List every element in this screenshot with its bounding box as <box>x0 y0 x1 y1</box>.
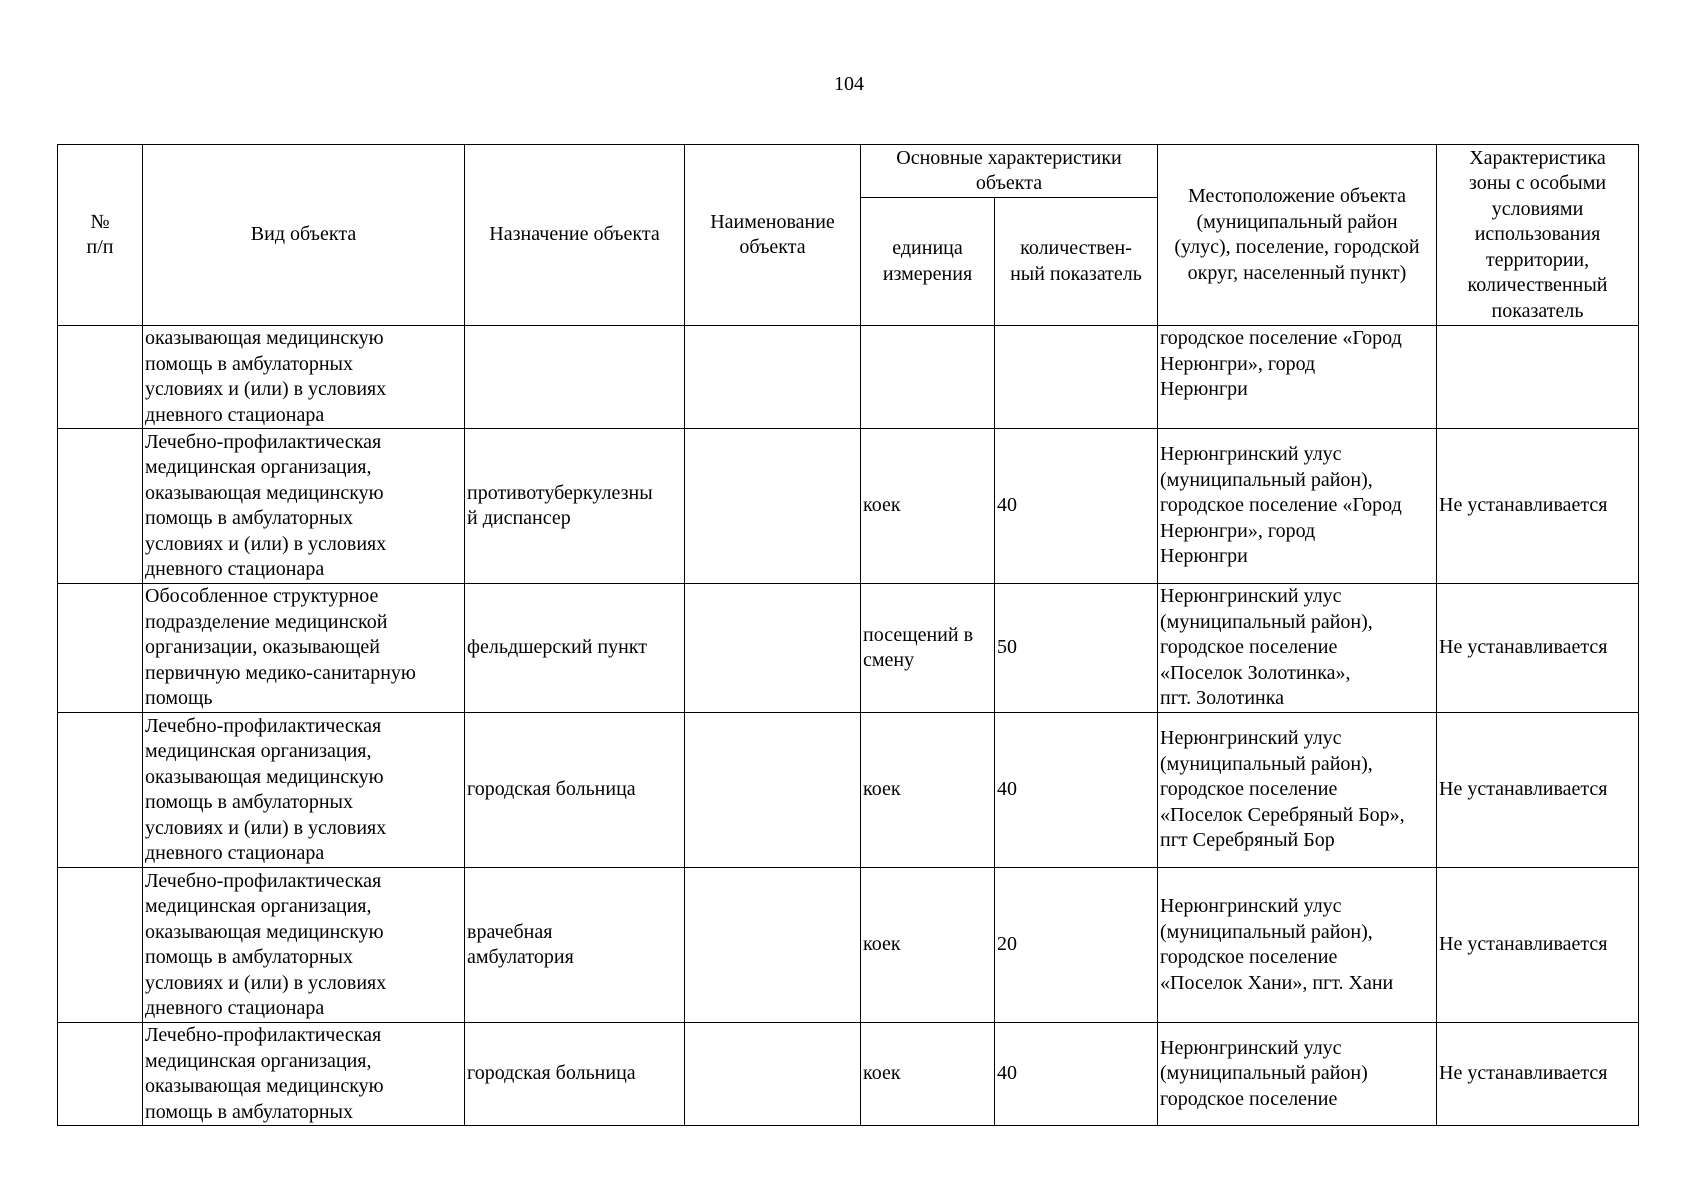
cell-purpose: фельдшерский пункт <box>465 584 685 713</box>
cell-quantity: 40 <box>995 1023 1158 1126</box>
cell-num <box>58 1023 143 1126</box>
cell-name <box>685 1023 861 1126</box>
cell-unit: коек <box>861 429 995 584</box>
cell-purpose: противотуберкулезны й диспансер <box>465 429 685 584</box>
cell-num <box>58 868 143 1023</box>
cell-location: городское поселение «Город Нерюнгри», город Нерюнгри <box>1158 326 1437 429</box>
cell-quantity: 20 <box>995 868 1158 1023</box>
table-row <box>58 429 1639 584</box>
cell-zone: Не устанавливается <box>1437 713 1639 868</box>
cell-purpose: городская больница <box>465 1023 685 1126</box>
table-row <box>58 713 1639 868</box>
cell-num <box>58 429 143 584</box>
header-unit: единица измерения <box>861 198 995 326</box>
cell-purpose <box>465 326 685 429</box>
table-row <box>58 868 1639 1023</box>
cell-name <box>685 429 861 584</box>
header-location: Местоположение объекта (муниципальный район (улус), поселение, городской округ, населенный пункт) <box>1158 145 1437 326</box>
header-characteristics: Основные характеристики объекта <box>861 145 1158 198</box>
cell-unit <box>861 326 995 429</box>
header-kind: Вид объекта <box>143 145 465 326</box>
table-row <box>58 326 1639 429</box>
cell-quantity <box>995 326 1158 429</box>
cell-quantity: 40 <box>995 713 1158 868</box>
table-row <box>58 584 1639 713</box>
cell-kind: Лечебно-профилактическая медицинская организация, оказывающая медицинскую помощь в амбулаторных условиях и (или) в условиях дневного стационара <box>143 713 465 868</box>
cell-name <box>685 584 861 713</box>
header-num: № п/п <box>58 145 143 326</box>
table-header <box>58 145 1639 326</box>
cell-quantity: 50 <box>995 584 1158 713</box>
cell-location: Нерюнгринский улус (муниципальный район), городское поселение «Поселок Золотинка», пгт. Золотинка <box>1158 584 1437 713</box>
cell-num <box>58 713 143 868</box>
cell-num <box>58 584 143 713</box>
cell-location: Нерюнгринский улус (муниципальный район), городское поселение «Поселок Хани», пгт. Хани <box>1158 868 1437 1023</box>
cell-kind: Лечебно-профилактическая медицинская организация, оказывающая медицинскую помощь в амбулаторных <box>143 1023 465 1126</box>
cell-kind: оказывающая медицинскую помощь в амбулаторных условиях и (или) в условиях дневного стационара <box>143 326 465 429</box>
cell-purpose: городская больница <box>465 713 685 868</box>
table-row <box>58 1023 1639 1126</box>
cell-location: Нерюнгринский улус (муниципальный район), городское поселение «Поселок Серебряный Бор», пгт Серебряный Бор <box>1158 713 1437 868</box>
cell-num <box>58 326 143 429</box>
cell-name <box>685 868 861 1023</box>
cell-zone: Не устанавливается <box>1437 429 1639 584</box>
cell-kind: Обособленное структурное подразделение медицинской организации, оказывающей первичную медико-санитарную помощь <box>143 584 465 713</box>
cell-quantity: 40 <box>995 429 1158 584</box>
cell-unit: коек <box>861 868 995 1023</box>
cell-kind: Лечебно-профилактическая медицинская организация, оказывающая медицинскую помощь в амбулаторных условиях и (или) в условиях дневного стационара <box>143 868 465 1023</box>
cell-purpose: врачебная амбулатория <box>465 868 685 1023</box>
header-name: Наименование объекта <box>685 145 861 326</box>
header-zone: Характеристика зоны с особыми условиями использования территории, количественный показатель <box>1437 145 1639 326</box>
cell-name <box>685 326 861 429</box>
cell-unit: посещений в смену <box>861 584 995 713</box>
cell-kind: Лечебно-профилактическая медицинская организация, оказывающая медицинскую помощь в амбулаторных условиях и (или) в условиях дневного стационара <box>143 429 465 584</box>
cell-name <box>685 713 861 868</box>
page-number: 104 <box>834 73 864 95</box>
cell-zone: Не устанавливается <box>1437 584 1639 713</box>
cell-zone: Не устанавливается <box>1437 1023 1639 1126</box>
cell-zone: Не устанавливается <box>1437 868 1639 1023</box>
objects-table <box>57 144 1639 1126</box>
cell-location: Нерюнгринский улус (муниципальный район), городское поселение «Город Нерюнгри», город Нерюнгри <box>1158 429 1437 584</box>
header-purpose: Назначение объекта <box>465 145 685 326</box>
table-body <box>58 326 1639 1126</box>
header-quantity: количествен- ный показатель <box>995 198 1158 326</box>
cell-zone <box>1437 326 1639 429</box>
cell-unit: коек <box>861 1023 995 1126</box>
cell-unit: коек <box>861 713 995 868</box>
cell-location: Нерюнгринский улус (муниципальный район) городское поселение <box>1158 1023 1437 1126</box>
